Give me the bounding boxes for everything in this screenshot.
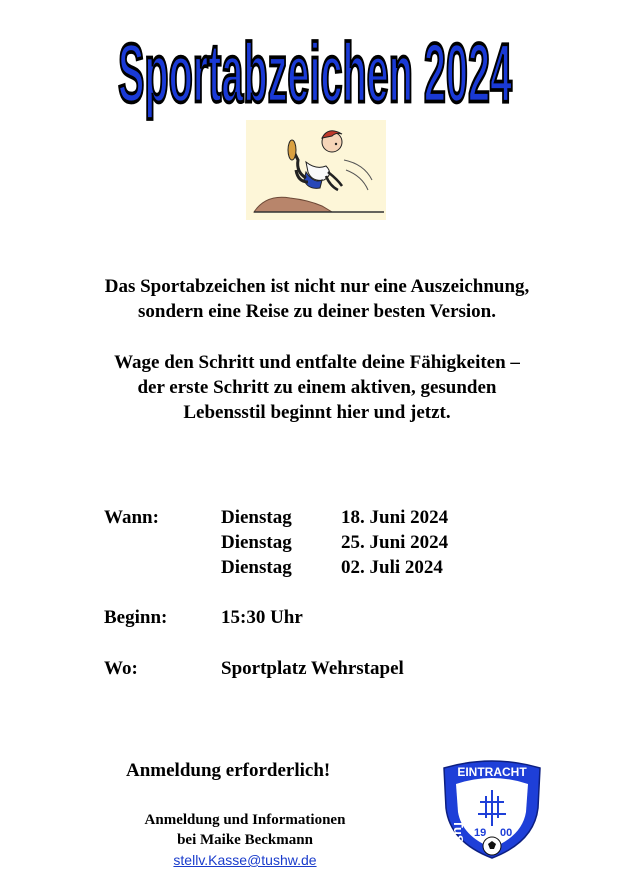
- start-time: 15:30 Uhr: [221, 607, 303, 628]
- date-1-day: Dienstag: [221, 507, 292, 528]
- page-title: [110, 4, 520, 120]
- date-2-day: Dienstag: [221, 532, 292, 553]
- info-line-2: bei Maike Beckmann: [177, 832, 313, 848]
- intro-paragraph-2: [20, 350, 614, 425]
- registration-required: Anmeldung erforderlich!: [126, 760, 331, 781]
- date-3-date: 02. Juli 2024: [341, 557, 443, 578]
- intro-paragraph-1: [20, 274, 614, 324]
- club-logo: [440, 756, 544, 860]
- intro-line: Das Sportabzeichen ist nicht nur eine Auszeichnung,: [104, 276, 530, 297]
- info-line-1: Anmeldung und Informationen: [144, 812, 346, 828]
- date-3-day: Dienstag: [221, 557, 292, 578]
- logo-year-left: 19: [474, 827, 487, 839]
- logo-prefix: TuS: [451, 820, 466, 844]
- long-jumper-icon: [246, 120, 386, 220]
- date-1-date: 18. Juni 2024: [341, 507, 449, 528]
- intro-line: Wage den Schritt und entfalte deine Fähigkeiten –: [114, 352, 520, 373]
- where-label: Wo:: [104, 658, 138, 679]
- email-link[interactable]: stellv.Kasse@tushw.de: [173, 852, 317, 868]
- date-2-date: 25. Juni 2024: [341, 532, 449, 553]
- registration-info: [110, 810, 380, 870]
- page-title-text: Sportabzeichen 2024: [118, 25, 513, 120]
- logo-year-right: 00: [500, 827, 513, 839]
- intro-line: sondern eine Reise zu deiner besten Version.: [137, 301, 496, 322]
- location: Sportplatz Wehrstapel: [221, 658, 404, 679]
- intro-line: der erste Schritt zu einem aktiven, gesunden: [137, 377, 497, 398]
- intro-line: Lebensstil beginnt hier und jetzt.: [183, 402, 451, 423]
- when-label: Wann:: [104, 507, 159, 528]
- start-label: Beginn:: [104, 607, 168, 628]
- football-icon: [483, 837, 501, 855]
- logo-club-name: EINTRACHT: [457, 765, 527, 779]
